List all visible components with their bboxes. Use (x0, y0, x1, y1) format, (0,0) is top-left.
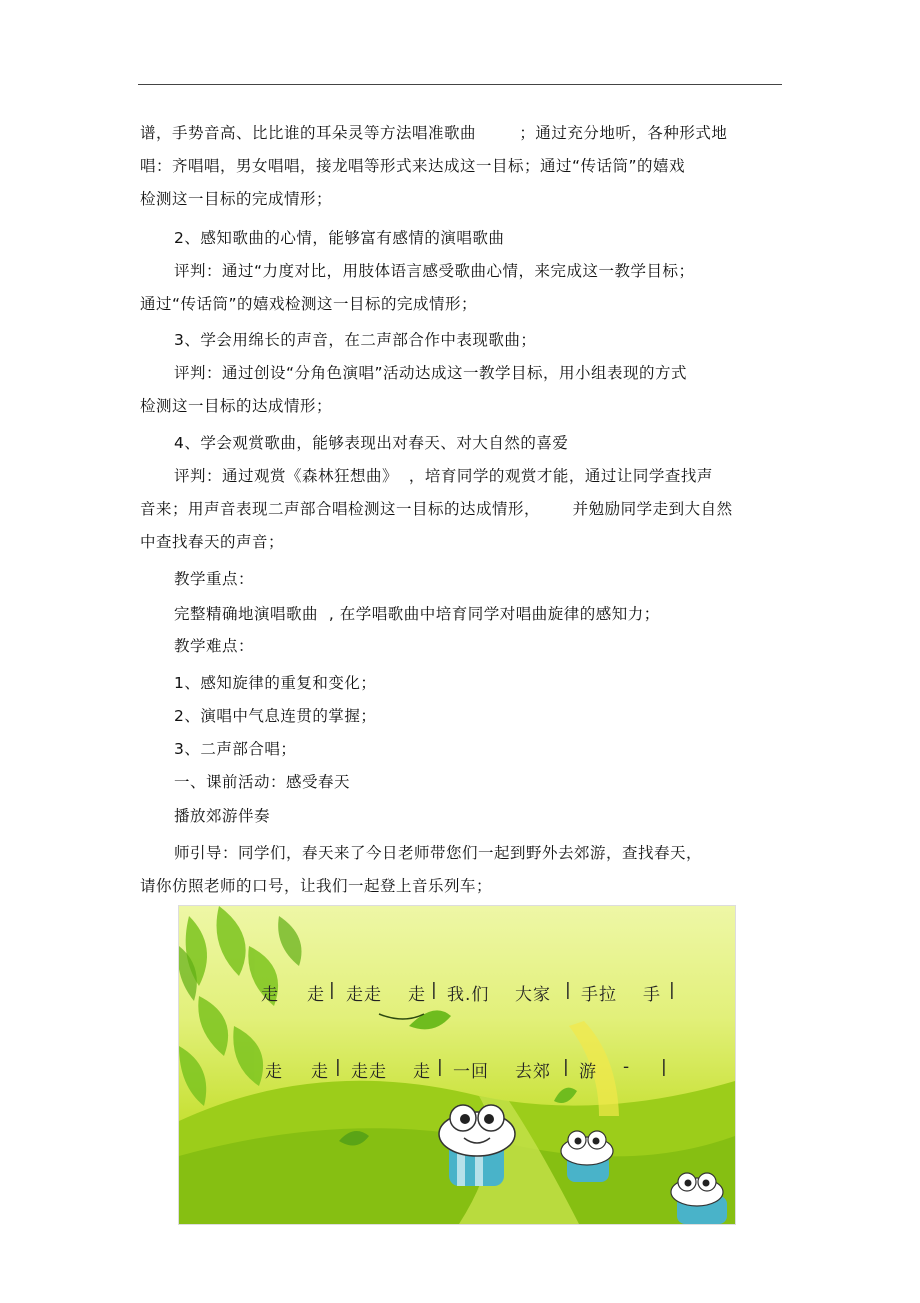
dash: - (623, 1057, 631, 1077)
text-line: 评判：通过创设“分角色演唱”活动达成这一教学目标，用小组表现的方式 (174, 364, 688, 382)
lyric-word: 走 (261, 985, 279, 1005)
text-line: 检测这一目标的完成情形； (140, 190, 333, 208)
lyric-word: 走走 (351, 1062, 387, 1082)
bar-line: | (669, 980, 676, 1000)
section-heading-key-points: 教学重点： (174, 570, 255, 588)
text-line: 通过“传话筒”的嬉戏检测这一目标的完成情形； (140, 295, 478, 313)
bar-line: | (565, 980, 572, 1000)
lyric-word: 大家 (515, 985, 551, 1005)
header-rule (138, 84, 782, 85)
text-line: 音来；用声音表现二声部合唱检测这一目标的达成情形， 并勉励同学走到大自然 (140, 500, 733, 518)
lyric-word: 手拉 (581, 985, 617, 1005)
bar-line: | (335, 1057, 342, 1077)
text-line: 评判：通过“力度对比，用肢体语言感受歌曲心情，来完成这一教学目标； (174, 262, 695, 280)
lyric-word: 走 (265, 1062, 283, 1082)
bar-line: | (329, 980, 336, 1000)
lyric-word: 手 (643, 985, 661, 1005)
difficulty-item: 1、感知旋律的重复和变化； (174, 674, 377, 692)
difficulty-item: 2、演唱中气息连贯的掌握； (174, 707, 377, 725)
lyric-word: 游 (579, 1062, 597, 1082)
lyric-word: 去郊 (515, 1062, 551, 1082)
text-line: 检测这一目标的达成情形； (140, 397, 333, 415)
lyric-word: 走 (311, 1062, 329, 1082)
bar-line: | (431, 980, 438, 1000)
difficulty-item: 3、二声部合唱； (174, 740, 297, 758)
lyric-word: 走走 (346, 985, 382, 1005)
bar-line: | (437, 1057, 444, 1077)
objective-4: 4、学会观赏歌曲，能够表现出对春天、对大自然的喜爱 (174, 434, 569, 452)
text-line: 完整精确地演唱歌曲 , 在学唱歌曲中培育同学对唱曲旋律的感知力； (174, 605, 660, 623)
text-line: 请你仿照老师的口号，让我们一起登上音乐列车； (140, 877, 493, 895)
objective-2: 2、感知歌曲的心情，能够富有感情的演唱歌曲 (174, 229, 505, 247)
text-line: 师引导：同学们，春天来了今日老师带您们一起到野外去郊游，查找春天， (174, 844, 703, 862)
text-line: 中查找春天的声音； (140, 533, 285, 551)
section-heading-activity: 一、课前活动：感受春天 (174, 773, 351, 791)
lyric-word: 我.们 (447, 985, 490, 1005)
lyric-word: 走 (408, 985, 426, 1005)
section-heading-difficulties: 教学难点： (174, 637, 255, 655)
bar-line: | (661, 1057, 668, 1077)
text-line: 谱，手势音高、比比谁的耳朵灵等方法唱准歌曲 ；通过充分地听，各种形式地 (140, 124, 728, 142)
lyric-word: 一回 (453, 1062, 489, 1082)
bar-line: | (563, 1057, 570, 1077)
text-line: 播放郊游伴奏 (174, 807, 271, 825)
spring-outing-illustration (178, 905, 736, 1225)
text-line: 唱：齐唱唱，男女唱唱，接龙唱等形式来达成这一目标；通过“传话筒”的嬉戏 (140, 157, 686, 175)
lyric-word: 走 (413, 1062, 431, 1082)
text-line: 评判：通过观赏《森林狂想曲》 ，培育同学的观赏才能，通过让同学查找声 (174, 467, 713, 485)
lyric-word: 走 (307, 985, 325, 1005)
objective-3: 3、学会用绵长的声音，在二声部合作中表现歌曲； (174, 331, 537, 349)
